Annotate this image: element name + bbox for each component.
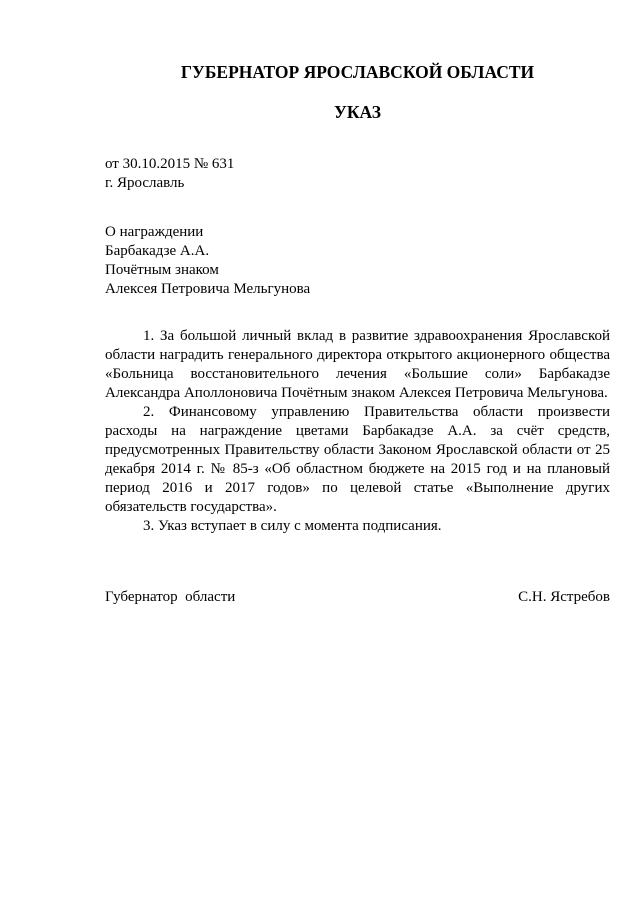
signatory-name: С.Н. Ястребов <box>518 589 610 605</box>
signatory-position: Губернатор области <box>105 589 236 605</box>
document-date-number: от 30.10.2015 № 631 <box>105 156 235 172</box>
document-type-heading: УКАЗ <box>334 102 381 122</box>
body-paragraph: 3. Указ вступает в силу с момента подписания. <box>143 518 442 534</box>
document-city: г. Ярославль <box>105 175 185 191</box>
body-paragraph: 1. За большой личный вклад в развитие здравоохранения Ярославской области наградить генерального директора открытого акционерного общества «Больница восстановительного лечения «Большие соли» Барбакадзе Александра Аполлоновича Почётным знаком Алексея Петровича Мельгунова. <box>105 328 610 401</box>
body-paragraph: 2. Финансовому управлению Правительства области произвести расходы на награждение цветами Барбакадзе А.А. за счёт средств, предусмотренных Правительству области Законом Ярославской области от 25 декабря 2014 г. № 85-з «Об областном бюджете на 2015 год и на плановый период 2016 и 2017 годов» по целевой статье «Выполнение других обязательств государства». <box>105 404 610 515</box>
document-subject <box>105 223 310 299</box>
issuer-heading: ГУБЕРНАТОР ЯРОСЛАВСКОЙ ОБЛАСТИ <box>180 62 535 82</box>
subject-line: Барбакадзе А.А. <box>105 243 210 259</box>
subject-line: О награждении <box>105 224 204 240</box>
subject-line: Почётным знаком <box>105 262 219 278</box>
document-body <box>105 327 610 536</box>
subject-line: Алексея Петровича Мельгунова <box>105 281 311 297</box>
